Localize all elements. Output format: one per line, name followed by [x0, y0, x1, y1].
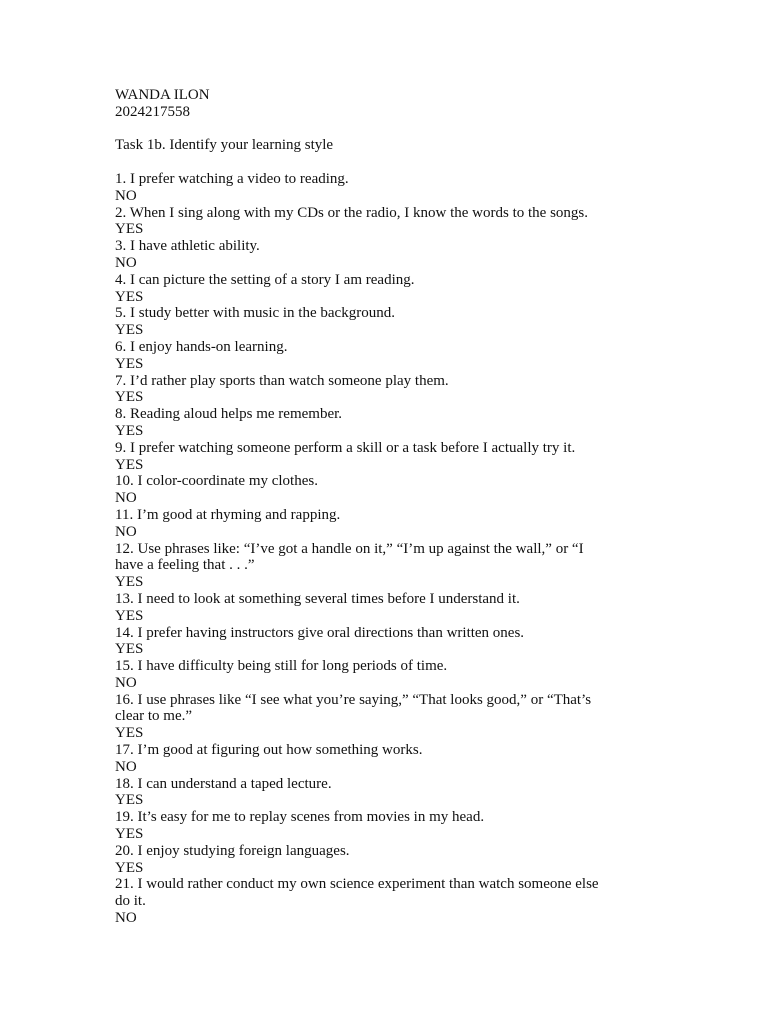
question-text: 2. When I sing along with my CDs or the radio, I know the words to the songs. — [115, 204, 589, 221]
answer-text: YES — [115, 641, 144, 658]
question-item-11 — [115, 507, 615, 541]
question-text: 17. I’m good at figuring out how something works. — [115, 742, 423, 759]
answer-text: NO — [115, 254, 137, 271]
question-item-13 — [115, 591, 615, 625]
answer-text: YES — [115, 422, 144, 439]
spacer — [115, 154, 615, 171]
student-id: 2024217558 — [115, 103, 190, 120]
spacer — [115, 121, 615, 138]
answer-text: YES — [115, 389, 144, 406]
question-text: 19. It’s easy for me to replay scenes from movies in my head. — [115, 809, 485, 826]
answer-text: YES — [115, 322, 144, 339]
question-item-8 — [115, 406, 615, 440]
question-item-6 — [115, 339, 615, 373]
question-item-20 — [115, 843, 615, 877]
answer-text: NO — [115, 674, 137, 691]
document-page — [115, 87, 615, 927]
answer-text: YES — [115, 725, 144, 742]
question-item-14 — [115, 625, 615, 659]
question-item-2 — [115, 205, 615, 239]
question-item-18 — [115, 776, 615, 810]
question-text: 12. Use phrases like: “I’ve got a handle on it,” “I’m up against the wall,” or “I have a feeling that . . .” — [115, 540, 584, 574]
question-item-10 — [115, 473, 615, 507]
question-text: 10. I color-coordinate my clothes. — [115, 473, 318, 490]
answer-text: NO — [115, 187, 137, 204]
question-item-5 — [115, 305, 615, 339]
question-text: 8. Reading aloud helps me remember. — [115, 406, 343, 423]
answer-text: YES — [115, 221, 144, 238]
question-item-15 — [115, 658, 615, 692]
question-text: 14. I prefer having instructors give oral directions than written ones. — [115, 624, 525, 641]
question-item-16 — [115, 692, 615, 742]
question-text: 4. I can picture the setting of a story I am reading. — [115, 271, 415, 288]
answer-text: YES — [115, 288, 144, 305]
answer-text: NO — [115, 523, 137, 540]
answer-text: NO — [115, 758, 137, 775]
task-title: Task 1b. Identify your learning style — [115, 137, 334, 154]
question-item-7 — [115, 373, 615, 407]
answer-text: YES — [115, 574, 144, 591]
answer-text: YES — [115, 826, 144, 843]
question-item-3 — [115, 238, 615, 272]
question-text: 6. I enjoy hands-on learning. — [115, 338, 288, 355]
question-text: 11. I’m good at rhyming and rapping. — [115, 506, 341, 523]
question-text: 3. I have athletic ability. — [115, 238, 260, 255]
author-name: WANDA ILON — [115, 87, 210, 103]
answer-text: YES — [115, 355, 144, 372]
question-text: 21. I would rather conduct my own science experiment than watch someone else do it. — [115, 876, 599, 910]
answer-text: YES — [115, 859, 144, 876]
question-item-1 — [115, 171, 615, 205]
question-text: 15. I have difficulty being still for long periods of time. — [115, 658, 448, 675]
question-item-21 — [115, 876, 615, 926]
question-item-12 — [115, 541, 615, 591]
answer-text: NO — [115, 910, 137, 927]
question-text: 20. I enjoy studying foreign languages. — [115, 842, 350, 859]
question-item-9 — [115, 440, 615, 474]
question-item-17 — [115, 742, 615, 776]
question-item-19 — [115, 809, 615, 843]
question-text: 13. I need to look at something several times before I understand it. — [115, 590, 520, 607]
question-text: 16. I use phrases like “I see what you’re saying,” “That looks good,” or “That’s clear to me.” — [115, 691, 592, 725]
question-item-4 — [115, 272, 615, 306]
answer-text: YES — [115, 607, 144, 624]
answer-text: NO — [115, 490, 137, 507]
question-text: 18. I can understand a taped lecture. — [115, 775, 332, 792]
question-text: 1. I prefer watching a video to reading. — [115, 170, 349, 187]
question-text: 7. I’d rather play sports than watch someone play them. — [115, 372, 449, 389]
question-text: 5. I study better with music in the background. — [115, 305, 395, 322]
answer-text: YES — [115, 456, 144, 473]
question-text: 9. I prefer watching someone perform a skill or a task before I actually try it. — [115, 439, 576, 456]
answer-text: YES — [115, 792, 144, 809]
